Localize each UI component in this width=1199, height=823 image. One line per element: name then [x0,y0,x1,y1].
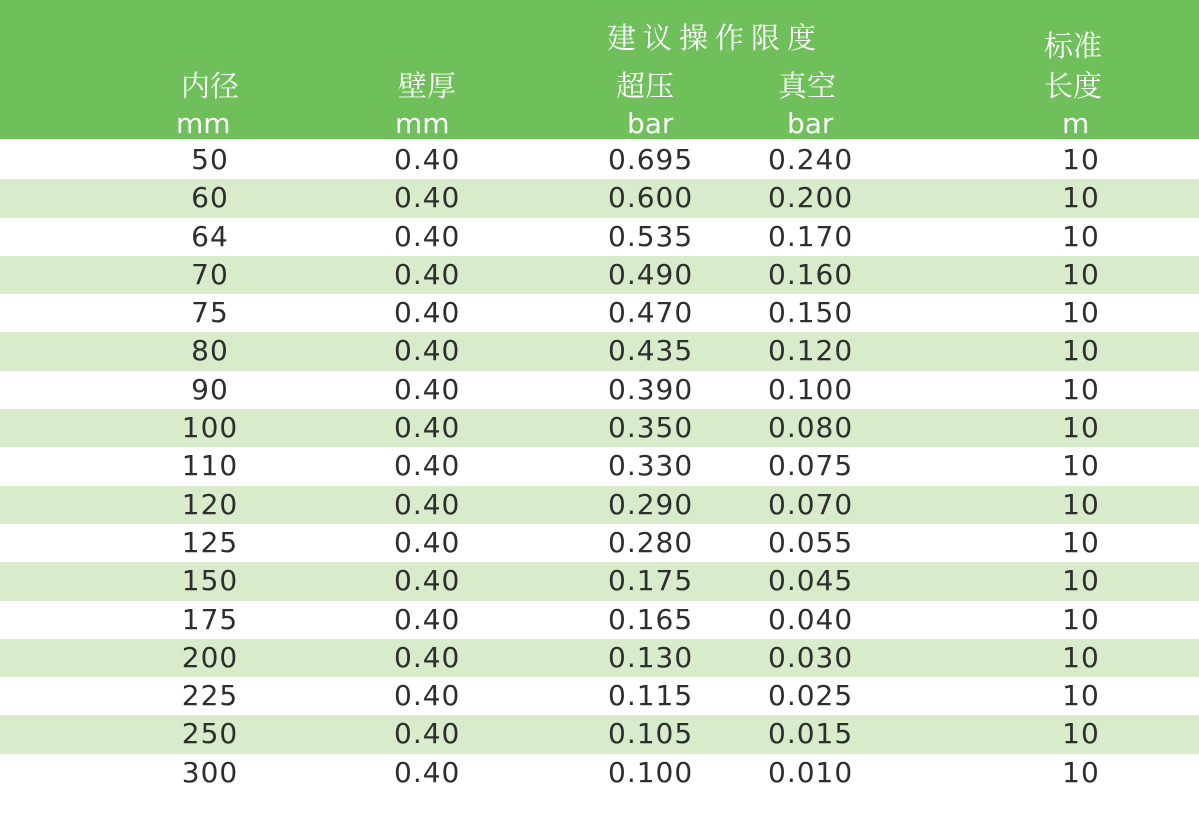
inner-diameter-cell: 60 [191,181,229,215]
table-row [0,562,1199,600]
wall-thickness-cell: 0.40 [394,679,461,713]
table-body [0,141,1199,792]
vacuum-cell: 0.100 [768,372,854,406]
standard-length-cell: 10 [1062,602,1100,636]
wall-thickness-header: 壁厚 [398,69,457,103]
inner-diameter-cell: 100 [181,411,239,445]
table-row [0,601,1199,639]
wall-thickness-cell: 0.40 [394,717,461,751]
standard-length-cell: 10 [1062,717,1100,751]
inner-diameter-cell: 110 [181,449,239,483]
vacuum-cell: 0.070 [768,487,854,521]
inner-diameter-unit: mm [176,107,231,140]
wall-thickness-cell: 0.40 [394,257,461,291]
table-row [0,715,1199,753]
standard-length-cell: 10 [1062,564,1100,598]
inner-diameter-cell: 225 [181,679,239,713]
standard-length-cell: 10 [1062,219,1100,253]
over-pressure-cell: 0.175 [608,564,694,598]
inner-diameter-cell: 70 [191,257,229,291]
over-pressure-cell: 0.165 [608,602,694,636]
vacuum-cell: 0.040 [768,602,854,636]
vacuum-cell: 0.170 [768,219,854,253]
table-row [0,218,1199,256]
over-pressure-cell: 0.695 [608,143,694,176]
inner-diameter-cell: 64 [191,219,229,253]
over-pressure-cell: 0.535 [608,219,694,253]
table-row [0,141,1199,179]
standard-length-cell: 10 [1062,487,1100,521]
operating-limits-group-title: 建议操作限度 [607,21,824,55]
over-pressure-cell: 0.100 [608,755,694,789]
inner-diameter-cell: 150 [181,564,239,598]
inner-diameter-cell: 125 [181,525,239,559]
inner-diameter-cell: 250 [181,717,239,751]
inner-diameter-cell: 300 [181,755,239,789]
wall-thickness-cell: 0.40 [394,525,461,559]
vacuum-cell: 0.075 [768,449,854,483]
standard-length-cell: 10 [1062,755,1100,789]
over-pressure-cell: 0.290 [608,487,694,521]
wall-thickness-cell: 0.40 [394,219,461,253]
vacuum-cell: 0.025 [768,679,854,713]
vacuum-cell: 0.080 [768,411,854,445]
standard-length-cell: 10 [1062,372,1100,406]
vacuum-cell: 0.045 [768,564,854,598]
standard-length-unit: m [1062,107,1090,140]
table-row [0,371,1199,409]
inner-diameter-cell: 200 [181,640,239,674]
over-pressure-cell: 0.470 [608,296,694,330]
vacuum-cell: 0.200 [768,181,854,215]
over-pressure-cell: 0.490 [608,257,694,291]
over-pressure-unit: bar [627,107,674,140]
wall-thickness-cell: 0.40 [394,181,461,215]
standard-length-cell: 10 [1062,143,1100,176]
wall-thickness-cell: 0.40 [394,296,461,330]
table-row [0,677,1199,715]
wall-thickness-cell: 0.40 [394,602,461,636]
standard-length-cell: 10 [1062,679,1100,713]
vacuum-cell: 0.120 [768,334,854,368]
wall-thickness-cell: 0.40 [394,755,461,789]
standard-length-cell: 10 [1062,449,1100,483]
standard-length-cell: 10 [1062,296,1100,330]
inner-diameter-cell: 175 [181,602,239,636]
wall-thickness-cell: 0.40 [394,334,461,368]
standard-length-header-line1: 标准 [1044,29,1103,63]
table-row [0,294,1199,332]
wall-thickness-cell: 0.40 [394,449,461,483]
table-row [0,486,1199,524]
standard-length-cell: 10 [1062,181,1100,215]
wall-thickness-cell: 0.40 [394,143,461,176]
wall-thickness-cell: 0.40 [394,564,461,598]
vacuum-cell: 0.010 [768,755,854,789]
vacuum-cell: 0.150 [768,296,854,330]
vacuum-cell: 0.030 [768,640,854,674]
inner-diameter-cell: 90 [191,372,229,406]
table-row [0,409,1199,447]
table-header [0,0,1199,139]
over-pressure-cell: 0.435 [608,334,694,368]
over-pressure-cell: 0.280 [608,525,694,559]
wall-thickness-cell: 0.40 [394,640,461,674]
over-pressure-cell: 0.105 [608,717,694,751]
inner-diameter-cell: 120 [181,487,239,521]
over-pressure-cell: 0.600 [608,181,694,215]
table-row [0,754,1199,792]
over-pressure-cell: 0.330 [608,449,694,483]
table-row [0,639,1199,677]
wall-thickness-unit: mm [395,107,450,140]
vacuum-cell: 0.160 [768,257,854,291]
inner-diameter-cell: 80 [191,334,229,368]
table-row [0,524,1199,562]
standard-length-header-line2: 长度 [1044,69,1103,103]
standard-length-cell: 10 [1062,411,1100,445]
inner-diameter-header: 内径 [181,69,240,103]
standard-length-cell: 10 [1062,640,1100,674]
over-pressure-cell: 0.115 [608,679,694,713]
table-row [0,179,1199,217]
inner-diameter-cell: 75 [191,296,229,330]
over-pressure-cell: 0.350 [608,411,694,445]
vacuum-unit: bar [787,107,834,140]
over-pressure-cell: 0.130 [608,640,694,674]
standard-length-cell: 10 [1062,525,1100,559]
standard-length-cell: 10 [1062,257,1100,291]
inner-diameter-cell: 50 [191,143,229,176]
vacuum-header: 真空 [778,69,837,103]
wall-thickness-cell: 0.40 [394,372,461,406]
wall-thickness-cell: 0.40 [394,487,461,521]
over-pressure-cell: 0.390 [608,372,694,406]
table-row [0,332,1199,370]
vacuum-cell: 0.240 [768,143,854,176]
over-pressure-header: 超压 [616,69,675,103]
wall-thickness-cell: 0.40 [394,411,461,445]
table-row [0,447,1199,485]
standard-length-cell: 10 [1062,334,1100,368]
table-row [0,256,1199,294]
vacuum-cell: 0.015 [768,717,854,751]
vacuum-cell: 0.055 [768,525,854,559]
